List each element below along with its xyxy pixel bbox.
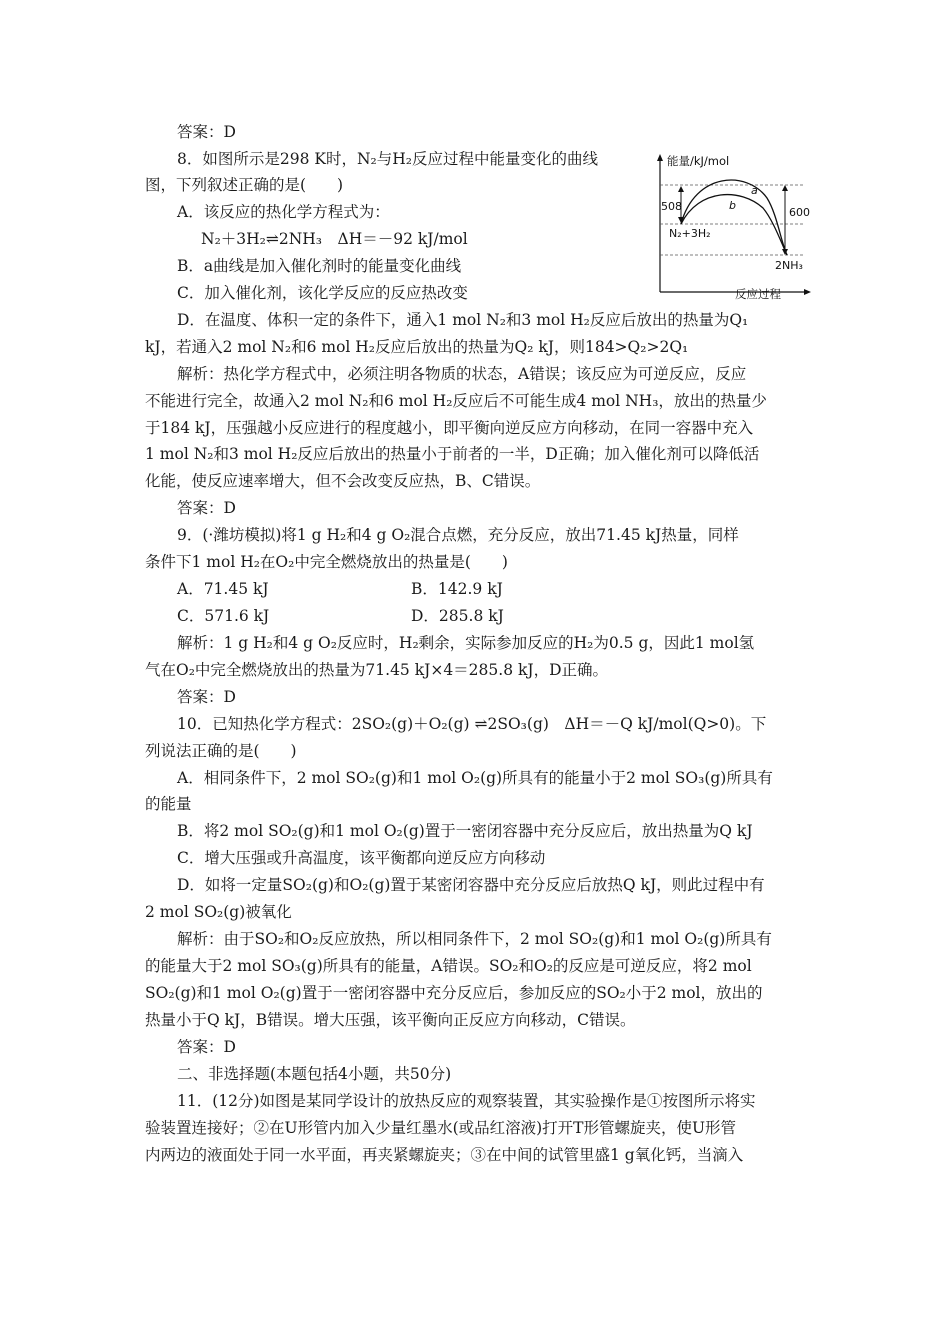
y-axis-label: 能量/kJ/mol — [667, 154, 730, 168]
curve-b-label: b — [729, 199, 736, 212]
q10-analysis-line-3: SO₂(g)和1 mol O₂(g)置于一密闭容器中充分反应后，参加反应的SO₂小于2 mol，放出的 — [145, 984, 763, 1002]
q8-option-d-line-1: D．在温度、体积一定的条件下，通入1 mol N₂和3 mol H₂反应后放出的热量为Q₁ — [177, 311, 749, 329]
q8-option-c: C．加入催化剂，该化学反应的反应热改变 — [177, 284, 468, 302]
question-11-line-2: 验装置连接好；②在U形管内加入少量红墨水(或品红溶液)打开T形管螺旋夹，使U形管 — [145, 1119, 737, 1137]
q9-option-c: C．571.6 kJ — [177, 607, 270, 625]
q8-option-b: B．a曲线是加入催化剂时的能量变化曲线 — [177, 257, 462, 275]
q10-option-d-line-2: 2 mol SO₂(g)被氧化 — [145, 903, 292, 921]
q10-analysis-line-1: 解析：由于SO₂和O₂反应放热，所以相同条件下，2 mol SO₂(g)和1 mol O₂(g)所具有 — [177, 930, 772, 948]
energy-diagram — [655, 152, 815, 302]
question-11-line-3: 内两边的液面处于同一水平面，再夹紧螺旋夹；③在中间的试管里盛1 g氧化钙，当滴入 — [145, 1146, 744, 1164]
question-9-line-1: 9．(·潍坊模拟)将1 g H₂和4 g O₂混合点燃，充分反应，放出71.45 kJ热量，同样 — [177, 526, 739, 544]
answer-10: 答案：D — [177, 1038, 236, 1056]
reactants-label: N₂+3H₂ — [669, 227, 711, 240]
x-axis-arrow — [804, 289, 811, 295]
q9-analysis-line-1: 解析：1 g H₂和4 g O₂反应时，H₂剩余，实际参加反应的H₂为0.5 g，因此1 mol氢 — [177, 634, 755, 652]
q10-analysis-line-2: 的能量大于2 mol SO₃(g)所具有的能量，A错误。SO₂和O₂的反应是可逆反应，将2 mol — [145, 957, 752, 975]
q8-analysis-line-4: 1 mol N₂和3 mol H₂反应后放出的热量小于前者的一半，D正确；加入催化剂可以降低活 — [145, 445, 760, 463]
q8-option-d-line-2: kJ，若通入2 mol N₂和6 mol H₂反应后放出的热量为Q₂ kJ，则184>Q₂>2Q₁ — [145, 338, 689, 356]
products-label: 2NH₃ — [775, 259, 803, 272]
y-axis-arrow — [657, 154, 663, 161]
label-600: 600 — [789, 206, 810, 219]
curve-a — [681, 180, 787, 255]
q10-option-d-line-1: D．如将一定量SO₂(g)和O₂(g)置于某密闭容器中充分反应后放热Q kJ，则此过程中有 — [177, 876, 765, 894]
q10-option-b: B．将2 mol SO₂(g)和1 mol O₂(g)置于一密闭容器中充分反应后，放出热量为Q kJ — [177, 822, 753, 840]
q10-option-c: C．增大压强或升高温度，该平衡都向逆反应方向移动 — [177, 849, 546, 867]
q10-option-a-line-1: A．相同条件下，2 mol SO₂(g)和1 mol O₂(g)所具有的能量小于2 mol SO₃(g)所具有 — [177, 769, 773, 787]
question-8-line-2: 图，下列叙述正确的是( ) — [145, 176, 344, 194]
section-heading: 二、非选择题(本题包括4小题，共50分) — [177, 1065, 452, 1083]
q9-option-b: B．142.9 kJ — [411, 580, 503, 598]
answer-7: 答案：D — [177, 123, 236, 141]
label-508: 508 — [661, 200, 682, 213]
q9-option-a: A．71.45 kJ — [177, 580, 269, 598]
q9-analysis-line-2: 气在O₂中完全燃烧放出的热量为71.45 kJ×4＝285.8 kJ，D正确。 — [145, 661, 609, 679]
arrow-508-head-top — [678, 186, 684, 192]
question-10-line-1: 10．已知热化学方程式：2SO₂(g)＋O₂(g) ⇌2SO₃(g) ΔH＝－Q kJ/mol(Q>0)。下 — [177, 715, 767, 733]
answer-9: 答案：D — [177, 688, 236, 706]
q10-option-a-line-2: 的能量 — [145, 795, 192, 813]
curve-a-label: a — [751, 184, 758, 197]
q8-analysis-line-1: 解析：热化学方程式中，必须注明各物质的状态，A错误；该反应为可逆反应，反应 — [177, 365, 747, 383]
q8-option-a: A．该反应的热化学方程式为： — [177, 203, 390, 221]
q8-analysis-line-2: 不能进行完全，故通入2 mol N₂和6 mol H₂反应后不可能生成4 mol NH₃，放出的热量少 — [145, 392, 767, 410]
q8-analysis-line-3: 于184 kJ，压强越小反应进行的程度越小，即平衡向逆反应方向移动，在同一容器中充入 — [145, 419, 754, 437]
q8-analysis-line-5: 化能，使反应速率增大，但不会改变反应热，B、C错误。 — [145, 472, 541, 490]
q8-equation: N₂＋3H₂⇌2NH₃ ΔH＝－92 kJ/mol — [201, 230, 468, 248]
question-8-line-1: 8．如图所示是298 K时，N₂与H₂反应过程中能量变化的曲线 — [177, 150, 598, 168]
question-10-line-2: 列说法正确的是( ) — [145, 742, 297, 760]
question-11-line-1: 11．(12分)如图是某同学设计的放热反应的观察装置，其实验操作是①按图所示将实 — [177, 1092, 756, 1110]
arrow-600-head-top — [782, 185, 788, 191]
q9-option-d: D．285.8 kJ — [411, 607, 504, 625]
x-axis-label: 反应过程 — [735, 287, 781, 301]
question-9-line-2: 条件下1 mol H₂在O₂中完全燃烧放出的热量是( ) — [145, 553, 508, 571]
q10-analysis-line-4: 热量小于Q kJ，B错误。增大压强，该平衡向正反应方向移动，C错误。 — [145, 1011, 636, 1029]
answer-8: 答案：D — [177, 499, 236, 517]
